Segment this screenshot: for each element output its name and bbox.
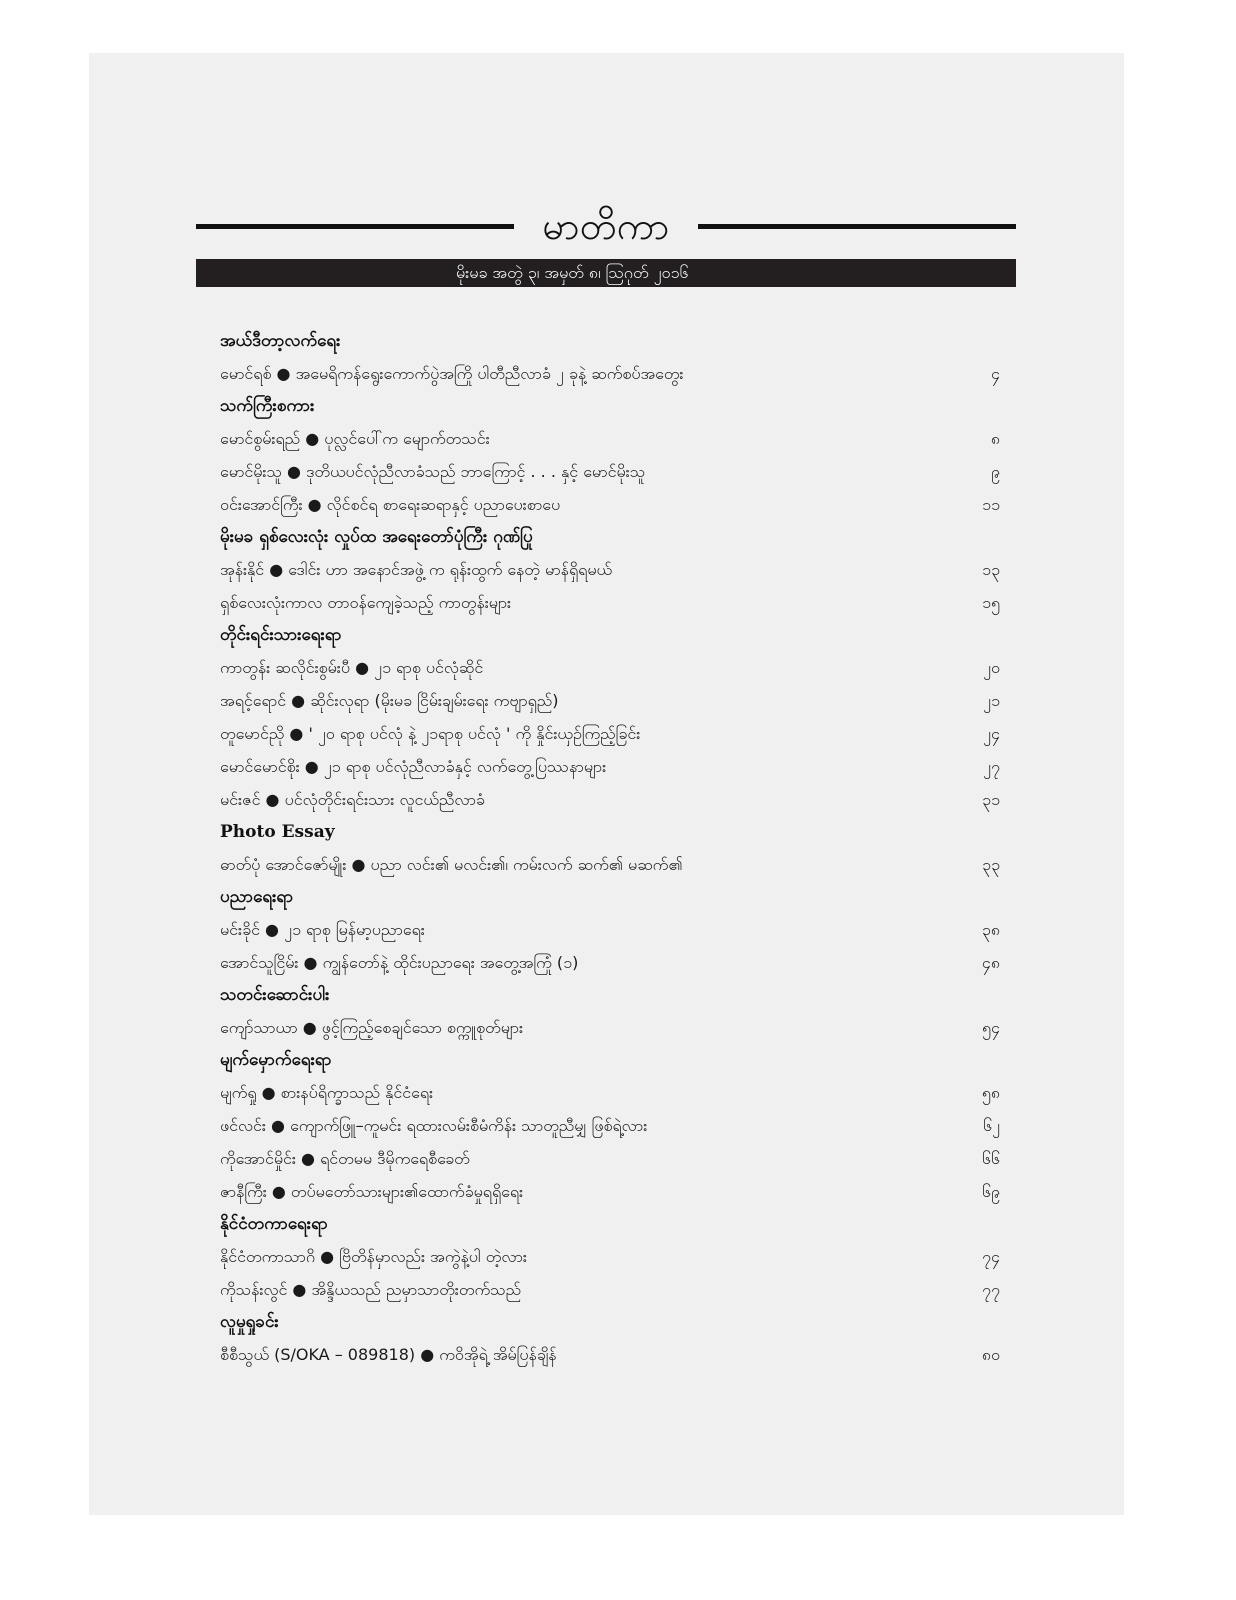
toc-entry <box>220 946 1000 979</box>
toc-entry-title: အုန်းနိုင် ● ဒေါင်း ဟာ အနောင်အဖွဲ့ က ရုန်းထွက် နေတဲ့ မာန်ရှိရမယ် <box>220 560 613 579</box>
toc-entry <box>220 422 1000 455</box>
toc-entry-title: ကာတွန်း ဆလိုင်းစွမ်းပီ ● ၂၁ ရာစု ပင်လုံဆိုင် <box>220 658 484 677</box>
toc-entry <box>220 1175 1000 1208</box>
toc-entry-title: အရင့်ရောင် ● ဆိုင်းလုရာ (မိုးမခ ငြိမ်းချမ်းရေး ကဗျာရှည်) <box>220 691 559 710</box>
toc-entry-title: အောင်သူငြိမ်း ● ကျွန်တော်နဲ့ ထိုင်းပညာရေး အတွေ့အကြုံ (၁) <box>220 953 579 972</box>
toc-entry-title: ဖင်လင်း ● ကျောက်ဖြူ–ကူမင်း ရထားလမ်းစီမံကိန်း သာတူညီမျှ ဖြစ်ရဲ့လား <box>220 1116 648 1135</box>
toc-entry-page-number: ၆၂ <box>983 1116 1000 1135</box>
toc-entry-title: ဓာတ်ပုံ အောင်ဇော်မျိုး ● ပညာ လင်း၏ မလင်း၏၊ ကမ်းလက် ဆက်၏ မဆက်၏ <box>220 855 683 874</box>
title-row <box>196 201 1016 251</box>
toc-entry-page-number: ၈၀ <box>981 1345 1000 1364</box>
toc-section-heading: ပညာရေးရာ <box>220 887 294 907</box>
toc-entry-page-number: ၁၅ <box>982 593 1000 612</box>
toc-entry-title: မောင်မိုးသူ ● ဒုတိယပင်လုံညီလာခံသည် ဘာကြောင့် . . . နှင့် မောင်မိုးသူ <box>220 462 646 481</box>
toc-section-heading: သက်ကြီးစကား <box>220 396 315 416</box>
toc-entry-page-number: ၄၈ <box>981 953 1000 972</box>
toc-entry <box>220 1109 1000 1142</box>
toc-entry-page-number: ၇၇ <box>982 1280 1000 1299</box>
toc-entry-page-number: ၁၁ <box>982 495 1000 514</box>
toc-entry-page-number: ၃၁ <box>982 790 1000 809</box>
toc-section-heading: နိုင်ငံတကာရေးရာ <box>220 1214 328 1234</box>
toc-entry-page-number: ၄ <box>991 364 1000 383</box>
toc-entry-page-number: ၅၈ <box>981 1083 1000 1102</box>
toc-entry-title: မောင်ရစ် ● အမေရိကန်ရွေးကောက်ပွဲအကြို ပါတီညီလာခံ ၂ ခုနဲ့ ဆက်စပ်အတွေး <box>220 364 684 383</box>
toc-entry-title: မောင်မောင်စိုး ● ၂၁ ရာစု ပင်လုံညီလာခံနှင့် လက်တွေ့ပြဿနာများ <box>220 757 607 776</box>
toc-entry <box>220 553 1000 586</box>
toc-entry-page-number: ၈ <box>990 429 1000 448</box>
toc-entry-title: မင်းဇင် ● ပင်လုံတိုင်းရင်းသား လူငယ်ညီလာခံ <box>220 790 485 809</box>
toc-entry <box>220 586 1000 619</box>
toc-entry <box>220 1338 1000 1371</box>
toc-entry-title: မျက်ရှု ● စားနပ်ရိက္ခာသည် နိုင်ငံရေး <box>220 1083 434 1102</box>
toc-entry-page-number: ၂၇ <box>983 757 1000 776</box>
toc-entry <box>220 1273 1000 1306</box>
toc-entry <box>220 455 1000 488</box>
toc-entry-title: တူမောင်ညို ● ' ၂၀ ရာစု ပင်လုံ နဲ့ ၂၁ရာစု ပင်လုံ ' ကို နှိုင်းယှဉ်ကြည့်ခြင်း <box>220 724 641 743</box>
toc-entry-title: ဝင်းအောင်ကြီး ● လိုင်စင်ရ စာရေးဆရာနှင့် ပညာပေးစာပေ <box>220 495 561 514</box>
toc-entry-title: မောင်စွမ်းရည် ● ပုလ္လင်ပေါ်က မျောက်တသင်း <box>220 429 490 448</box>
toc-entry-title: ကျော်သာယာ ● ဖွင့်ကြည့်စေချင်သော စက္ကူစုတ်များ <box>220 1018 524 1037</box>
toc-entry-page-number: ၃၃ <box>982 855 1000 874</box>
toc-entry-title: မင်းခိုင် ● ၂၁ ရာစု မြန်မာ့ပညာရေး <box>220 920 425 939</box>
toc-entry-title: စီစီသွယ် (S/OKA – 089818) ● ကဝိအိုရဲ့ အိမ်ပြန်ချိန် <box>220 1345 557 1364</box>
toc-entry-page-number: ၇၄ <box>982 1247 1000 1266</box>
toc-section-heading: သတင်းဆောင်းပါး <box>220 985 330 1005</box>
table-of-contents <box>220 325 1000 1371</box>
toc-entry <box>220 1076 1000 1109</box>
toc-entry <box>220 717 1000 750</box>
toc-entry <box>220 684 1000 717</box>
toc-entry-page-number: ၆၆ <box>982 1149 1000 1168</box>
toc-section-heading: အယ်ဒီတာ့လက်ရေး <box>220 331 341 351</box>
issue-line: မိုးမခ အတွဲ ၃၊ အမှတ် ၈၊ ဩဂုတ် ၂၀၁၆ <box>456 263 689 282</box>
toc-entry-title: ရှစ်လေးလုံးကာလ တာဝန်ကျေခဲ့သည့် ကာတွန်းများ <box>220 593 512 612</box>
toc-entry <box>220 783 1000 816</box>
toc-entry-page-number: ၂၁ <box>983 691 1000 710</box>
toc-entry <box>220 1011 1000 1044</box>
toc-entry-title: နိုင်ငံတကာသာဂိ ● ဗြိတိန်မှာလည်း အကွဲနဲ့ပါ တဲ့လား <box>220 1247 527 1266</box>
page-sheet <box>89 53 1124 1515</box>
toc-entry-page-number: ၆၉ <box>982 1182 1000 1201</box>
toc-section-heading: Photo Essay <box>220 822 335 842</box>
toc-entry-page-number: ၅၄ <box>982 1018 1000 1037</box>
toc-section-heading: လူမှုရှုခင်း <box>220 1312 279 1332</box>
toc-entry <box>220 488 1000 521</box>
toc-entry-title: ဇာနီကြီး ● တပ်မတော်သားများ၏ထောက်ခံမှုရရှိရေး <box>220 1182 524 1201</box>
toc-entry-page-number: ၉ <box>991 462 1000 481</box>
toc-entry-page-number: ၃၈ <box>981 920 1000 939</box>
toc-entry <box>220 651 1000 684</box>
toc-entry-page-number: ၂၀ <box>983 658 1000 677</box>
toc-entry-title: ကိုသန်းလွင် ● အိန္ဒိယသည် ညမှာသာတိုးတက်သည် <box>220 1280 522 1299</box>
toc-entry <box>220 1240 1000 1273</box>
toc-entry-page-number: ၂၄ <box>983 724 1000 743</box>
toc-entry <box>220 357 1000 390</box>
title-rule-left <box>196 224 514 229</box>
toc-entry <box>220 848 1000 881</box>
toc-section-heading: တိုင်းရင်းသားရေးရာ <box>220 625 342 645</box>
toc-entry <box>220 750 1000 783</box>
title-rule-right <box>698 224 1016 229</box>
toc-section-heading: မိုးမခ ရှစ်လေးလုံး လှုပ်ထ အရေးတော်ပုံကြီး ဂုဏ်ပြု <box>220 527 533 547</box>
issue-bar <box>196 259 1016 287</box>
toc-section-heading: မျက်မှောက်ရေးရာ <box>220 1050 332 1070</box>
page-title: မာတိကာ <box>542 204 670 248</box>
toc-entry <box>220 913 1000 946</box>
toc-entry-page-number: ၁၃ <box>982 560 1000 579</box>
toc-entry <box>220 1142 1000 1175</box>
toc-entry-title: ကိုအောင်မှိုင်း ● ရင်တမမ ဒီမိုကရေစီခေတ် <box>220 1149 470 1168</box>
